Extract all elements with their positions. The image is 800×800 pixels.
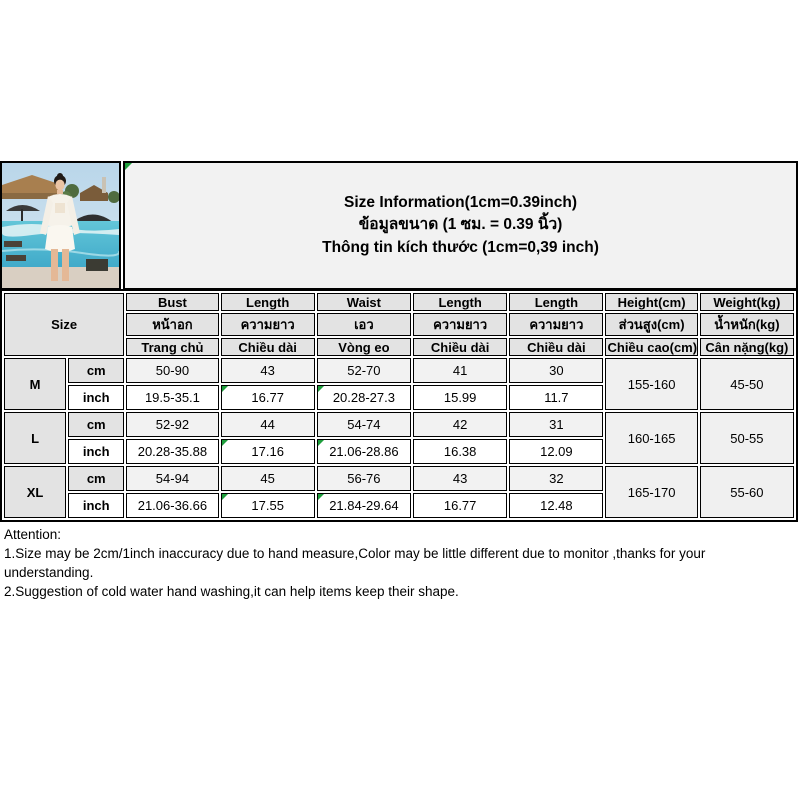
l-length2-cm: 42 <box>413 412 507 437</box>
row-m-cm <box>4 358 794 383</box>
l-height: 160-165 <box>605 412 697 464</box>
green-corner-marker-icon <box>318 386 324 392</box>
size-table-frame <box>0 289 798 522</box>
green-corner-marker-icon <box>125 163 132 170</box>
attention-line-1: 1.Size may be 2cm/1inch inaccuracy due to hand measure,Color may be little different due to monitor ,thanks for your understanding. <box>4 545 706 580</box>
green-corner-marker-icon <box>222 494 228 500</box>
header-bust-en: Bust <box>126 293 218 311</box>
header-length2-en: Length <box>413 293 507 311</box>
header-length3-en: Length <box>509 293 603 311</box>
m-length1-cm: 43 <box>221 358 315 383</box>
header-weight-th: น้ำหนัก(kg) <box>700 313 794 336</box>
xl-length2-inch: 16.77 <box>413 493 507 518</box>
green-corner-marker-icon <box>222 440 228 446</box>
m-waist-cm: 52-70 <box>317 358 411 383</box>
m-length3-cm: 30 <box>509 358 603 383</box>
title-block <box>123 161 798 290</box>
l-length3-cm: 31 <box>509 412 603 437</box>
attention-line-2: 2.Suggestion of cold water hand washing,it can help items keep their shape. <box>4 583 459 599</box>
xl-length2-cm: 43 <box>413 466 507 491</box>
m-height: 155-160 <box>605 358 697 410</box>
l-weight: 50-55 <box>700 412 794 464</box>
title-th: ข้อมูลขนาด (1 ซม. = 0.39 นิ้ว) <box>358 216 563 234</box>
header-waist-th: เอว <box>317 313 411 336</box>
header-length1-en: Length <box>221 293 315 311</box>
unit-inch-label: inch <box>68 439 124 464</box>
xl-weight: 55-60 <box>700 466 794 518</box>
size-label-l: L <box>4 412 66 464</box>
l-bust-inch: 20.28-35.88 <box>126 439 218 464</box>
row-l-cm <box>4 412 794 437</box>
header-length1-th: ความยาว <box>221 313 315 336</box>
m-waist-inch: 20.28-27.3 <box>317 385 411 410</box>
xl-bust-inch: 21.06-36.66 <box>126 493 218 518</box>
header-weight-vi: Cân nặng(kg) <box>700 338 794 356</box>
l-waist-cm: 54-74 <box>317 412 411 437</box>
unit-cm-label: cm <box>68 412 124 437</box>
size-label-xl: XL <box>4 466 66 518</box>
xl-length1-cm: 45 <box>221 466 315 491</box>
unit-inch-label: inch <box>68 385 124 410</box>
product-photo-illustration <box>2 163 119 288</box>
header-band <box>0 161 798 290</box>
m-length2-inch: 15.99 <box>413 385 507 410</box>
l-bust-cm: 52-92 <box>126 412 218 437</box>
l-length2-inch: 16.38 <box>413 439 507 464</box>
header-weight-en: Weight(kg) <box>700 293 794 311</box>
size-table <box>2 291 796 520</box>
l-length1-cm: 44 <box>221 412 315 437</box>
m-length1-inch: 16.77 <box>221 385 315 410</box>
xl-length3-inch: 12.48 <box>509 493 603 518</box>
green-corner-marker-icon <box>318 494 324 500</box>
header-row-en <box>4 293 794 311</box>
header-length3-vi: Chiều dài <box>509 338 603 356</box>
header-height-th: ส่วนสูง(cm) <box>605 313 697 336</box>
header-height-vi: Chiều cao(cm) <box>607 339 698 355</box>
m-weight: 45-50 <box>700 358 794 410</box>
title-en: Size Information(1cm=0.39inch) <box>344 193 577 211</box>
xl-bust-cm: 54-94 <box>126 466 218 491</box>
xl-length3-cm: 32 <box>509 466 603 491</box>
xl-waist-inch: 21.84-29.64 <box>317 493 411 518</box>
attention-heading: Attention: <box>4 527 62 542</box>
unit-cm-label: cm <box>68 358 124 383</box>
header-height-en: Height(cm) <box>605 293 697 311</box>
header-bust-th: หน้าอก <box>126 313 218 336</box>
header-length1-vi: Chiều dài <box>221 338 315 356</box>
xl-waist-cm: 56-76 <box>317 466 411 491</box>
green-corner-marker-icon <box>222 386 228 392</box>
size-label-m: M <box>4 358 66 410</box>
green-corner-marker-icon <box>318 440 324 446</box>
l-length1-inch: 17.16 <box>221 439 315 464</box>
l-length3-inch: 12.09 <box>509 439 603 464</box>
m-bust-inch: 19.5-35.1 <box>126 385 218 410</box>
xl-height: 165-170 <box>605 466 697 518</box>
header-bust-vi: Trang chủ <box>126 338 218 356</box>
header-length3-th: ความยาว <box>509 313 603 336</box>
header-length2-vi: Chiều dài <box>413 338 507 356</box>
l-waist-inch: 21.06-28.86 <box>317 439 411 464</box>
corner-size-label: Size <box>4 293 124 356</box>
row-xl-cm <box>4 466 794 491</box>
product-photo <box>0 161 121 290</box>
header-waist-en: Waist <box>317 293 411 311</box>
m-length3-inch: 11.7 <box>509 385 603 410</box>
m-length2-cm: 41 <box>413 358 507 383</box>
attention-notes <box>4 526 796 602</box>
m-bust-cm: 50-90 <box>126 358 218 383</box>
header-waist-vi: Vòng eo <box>317 338 411 356</box>
unit-inch-label: inch <box>68 493 124 518</box>
unit-cm-label: cm <box>68 466 124 491</box>
title-vi: Thông tin kích thước (1cm=0,39 inch) <box>322 238 599 256</box>
header-length2-th: ความยาว <box>413 313 507 336</box>
xl-length1-inch: 17.55 <box>221 493 315 518</box>
